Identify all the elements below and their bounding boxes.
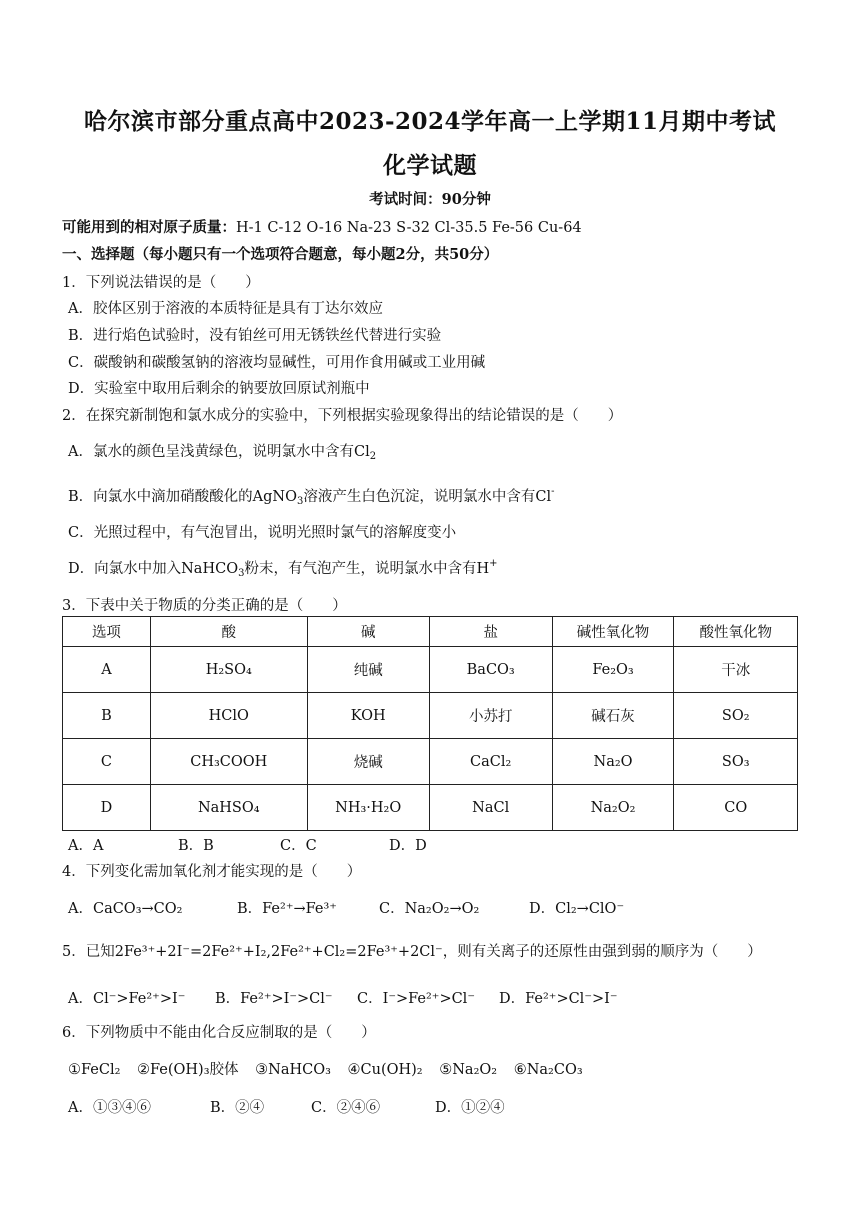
q2-option-b-text2: 溶液产生白色沉淀，说明氯水中含有Cl bbox=[303, 489, 552, 505]
table-cell: 小苏打 bbox=[429, 693, 552, 739]
q6-item: ①FeCl₂ bbox=[68, 1062, 121, 1078]
table-cell: A bbox=[63, 647, 151, 693]
q3-option-d: D．D bbox=[389, 838, 427, 854]
q5-option-d: D．Fe²⁺>Cl⁻>I⁻ bbox=[499, 991, 618, 1007]
q6-option-a: A．①③④⑥ bbox=[68, 1100, 151, 1116]
table-row bbox=[63, 739, 798, 785]
table-header-cell: 酸 bbox=[150, 617, 307, 647]
table-cell: CaCl₂ bbox=[429, 739, 552, 785]
q6-item: ④Cu(OH)₂ bbox=[347, 1062, 423, 1078]
q4-stem: 4．下列变化需加氧化剂才能实现的是（ ） bbox=[62, 864, 362, 880]
q3-option-a: A．A bbox=[68, 838, 104, 854]
q3-option-c: C．C bbox=[280, 838, 317, 854]
exam-subtitle: 化学试题 bbox=[383, 152, 477, 179]
q2-stem: 2．在探究新制饱和氯水成分的实验中，下列根据实验现象得出的结论错误的是（ ） bbox=[62, 408, 623, 424]
q2-option-a bbox=[68, 440, 376, 462]
q1-option-b: B．进行焰色试验时，没有铂丝可用无锈铁丝代替进行实验 bbox=[68, 328, 442, 344]
table-cell: Na₂O bbox=[552, 739, 674, 785]
table-row bbox=[63, 785, 798, 831]
q6-item: ⑤Na₂O₂ bbox=[439, 1062, 498, 1078]
q1-option-d: D．实验室中取用后剩余的钠要放回原试剂瓶中 bbox=[68, 381, 370, 397]
q5-option-a: A．Cl⁻>Fe²⁺>I⁻ bbox=[68, 991, 186, 1007]
q3-option-b: B．B bbox=[178, 838, 214, 854]
table-cell: 干冰 bbox=[674, 647, 798, 693]
q2-option-d-text1: D．向氯水中加入NaHCO bbox=[68, 561, 239, 577]
q4-option-b: B．Fe²⁺→Fe³⁺ bbox=[237, 901, 337, 917]
q6-item: ③NaHCO₃ bbox=[255, 1062, 331, 1078]
q2-option-d-sub: 3 bbox=[238, 568, 245, 579]
q6-option-d: D．①②④ bbox=[435, 1100, 505, 1116]
table-header-cell: 酸性氧化物 bbox=[674, 617, 798, 647]
q5-option-b: B．Fe²⁺>I⁻>Cl⁻ bbox=[215, 991, 333, 1007]
table-header-cell: 碱性氧化物 bbox=[552, 617, 674, 647]
q2-option-d-text2: 粉末，有气泡产生，说明氯水中含有H bbox=[244, 561, 490, 577]
table-row bbox=[63, 647, 798, 693]
table-cell: NaCl bbox=[429, 785, 552, 831]
table-cell: SO₂ bbox=[674, 693, 798, 739]
table-cell: B bbox=[63, 693, 151, 739]
q6-item: ⑥Na₂CO₃ bbox=[513, 1062, 583, 1078]
table-cell: BaCO₃ bbox=[429, 647, 552, 693]
table-cell: SO₃ bbox=[674, 739, 798, 785]
q2-option-b-text1: B．向氯水中滴加硝酸酸化的AgNO bbox=[68, 489, 297, 505]
q5-stem: 5．已知2Fe³⁺+2I⁻=2Fe²⁺+I₂,2Fe²⁺+Cl₂=2Fe³⁺+2Cl⁻，则有关离子的还原性由强到弱的顺序为（ ） bbox=[62, 944, 762, 960]
table-cell: H₂SO₄ bbox=[150, 647, 307, 693]
q2-option-b-sub: 3 bbox=[296, 496, 304, 507]
table-cell: CH₃COOH bbox=[150, 739, 307, 785]
table-cell: 烧碱 bbox=[307, 739, 429, 785]
q2-option-d bbox=[68, 557, 498, 579]
table-cell: 纯碱 bbox=[307, 647, 429, 693]
q2-option-a-text: A．氯水的颜色呈浅黄绿色，说明氯水中含有Cl bbox=[68, 444, 370, 460]
atomic-mass-values: H-1 C-12 O-16 Na-23 S-32 Cl-35.5 Fe-56 Cu-64 bbox=[236, 220, 582, 236]
exam-time: 考试时间：90分钟 bbox=[369, 191, 491, 208]
table-header-row bbox=[63, 617, 798, 647]
table-cell: CO bbox=[674, 785, 798, 831]
table-cell: 碱石灰 bbox=[552, 693, 674, 739]
q4-option-d: D．Cl₂→ClO⁻ bbox=[529, 901, 625, 917]
q4-option-c: C．Na₂O₂→O₂ bbox=[379, 901, 480, 917]
q6-stem: 6．下列物质中不能由化合反应制取的是（ ） bbox=[62, 1025, 376, 1041]
atomic-mass-line bbox=[62, 216, 582, 237]
atomic-mass-label: 可能用到的相对原子质量： bbox=[62, 219, 236, 236]
table-cell: D bbox=[63, 785, 151, 831]
table-header-cell: 盐 bbox=[429, 617, 552, 647]
table-cell: Na₂O₂ bbox=[552, 785, 674, 831]
q4-option-a: A．CaCO₃→CO₂ bbox=[68, 901, 183, 917]
q2-option-b bbox=[68, 485, 554, 507]
q2-option-b-sup: - bbox=[551, 486, 555, 497]
q2-option-a-sub: 2 bbox=[369, 451, 377, 462]
table-cell: C bbox=[63, 739, 151, 785]
q6-option-c: C．②④⑥ bbox=[311, 1100, 381, 1116]
classification-table bbox=[62, 616, 798, 831]
q3-stem: 3．下表中关于物质的分类正确的是（ ） bbox=[62, 598, 347, 614]
q1-stem: 1．下列说法错误的是（ ） bbox=[62, 275, 260, 291]
section-title: 一、选择题（每小题只有一个选项符合题意，每小题2分，共50分） bbox=[62, 246, 499, 263]
q2-option-d-sup: + bbox=[489, 558, 498, 569]
q5-option-c: C．I⁻>Fe²⁺>Cl⁻ bbox=[357, 991, 475, 1007]
q6-items bbox=[68, 1058, 583, 1079]
table-cell: Fe₂O₃ bbox=[552, 647, 674, 693]
table-header-cell: 碱 bbox=[307, 617, 429, 647]
table-row bbox=[63, 693, 798, 739]
table-cell: KOH bbox=[307, 693, 429, 739]
q2-option-c: C．光照过程中，有气泡冒出，说明光照时氯气的溶解度变小 bbox=[68, 525, 457, 541]
table-cell: NaHSO₄ bbox=[150, 785, 307, 831]
exam-title: 哈尔滨市部分重点高中2023-2024学年高一上学期11月期中考试 bbox=[83, 108, 777, 135]
q1-option-c: C．碳酸钠和碳酸氢钠的溶液均显碱性，可用作食用碱或工业用碱 bbox=[68, 355, 486, 371]
table-cell: NH₃·H₂O bbox=[307, 785, 429, 831]
q6-option-b: B．②④ bbox=[210, 1100, 265, 1116]
q6-item: ②Fe(OH)₃胶体 bbox=[137, 1062, 239, 1078]
table-header-cell: 选项 bbox=[63, 617, 151, 647]
table-cell: HClO bbox=[150, 693, 307, 739]
q1-option-a: A．胶体区别于溶液的本质特征是具有丁达尔效应 bbox=[68, 301, 383, 317]
